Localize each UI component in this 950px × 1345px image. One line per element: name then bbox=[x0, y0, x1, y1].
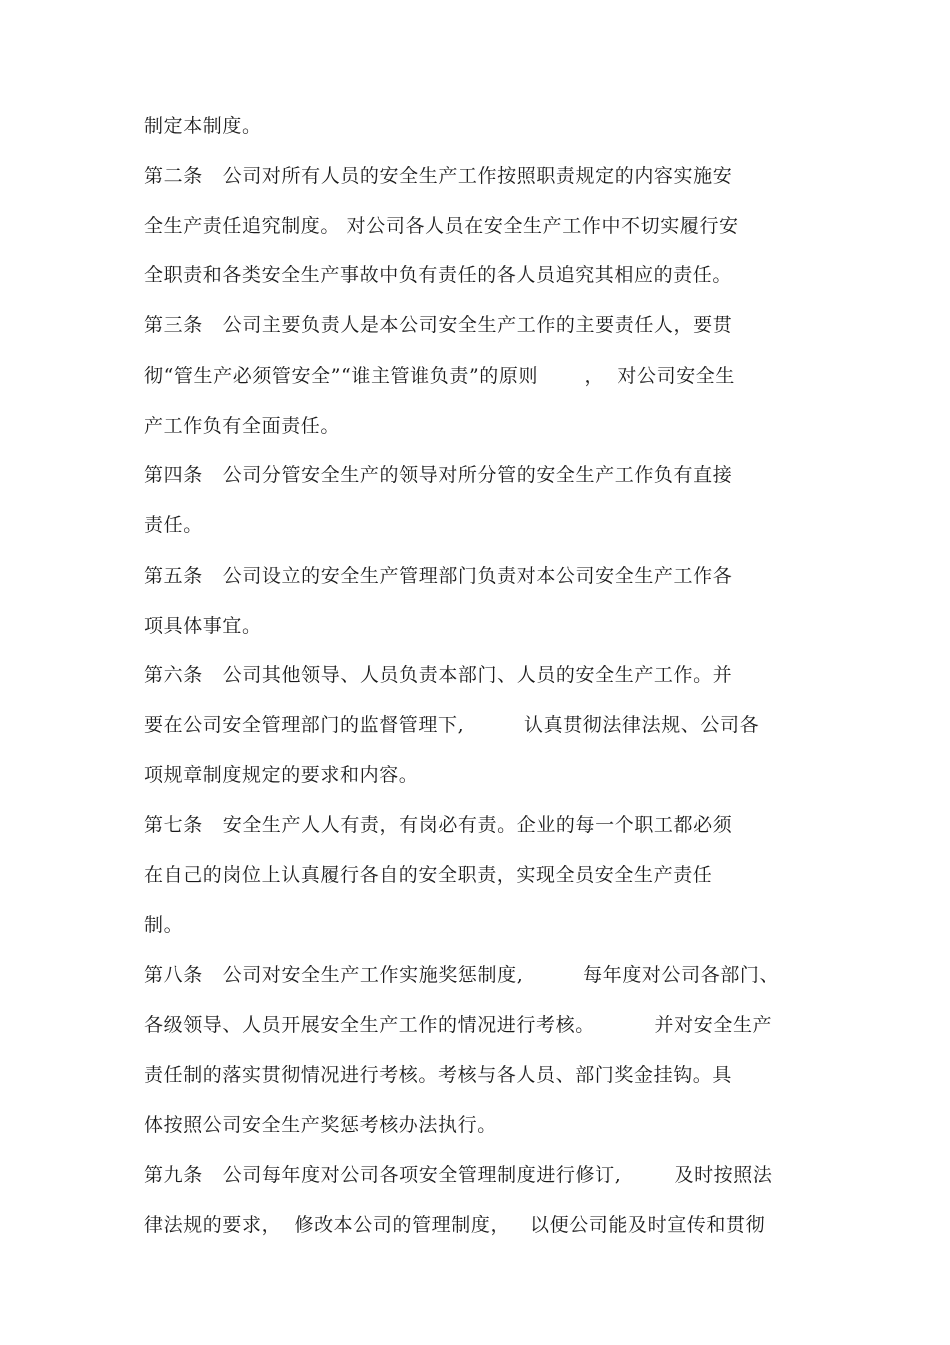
text-line: 彻“管生产必须管安全”“谁主管谁负责”的原则 ， 对公司安全生 bbox=[144, 365, 736, 387]
text-line: 各级领导、人员开展安全生产工作的情况进行考核。 并对安全生产 bbox=[144, 1014, 773, 1036]
text-line: 产工作负有全面责任。 bbox=[144, 415, 341, 437]
text-line: 责任。 bbox=[144, 514, 203, 536]
text-line: 第三条 公司主要负责人是本公司安全生产工作的主要责任人，要贯 bbox=[144, 314, 733, 336]
text-line: 全生产责任追究制度。 对公司各人员在安全生产工作中不切实履行安 bbox=[144, 215, 739, 237]
text-line: 第五条 公司设立的安全生产管理部门负责对本公司安全生产工作各 bbox=[144, 565, 733, 587]
text-line: 第九条 公司每年度对公司各项安全管理制度进行修订, 及时按照法 bbox=[144, 1164, 773, 1186]
text-line: 第七条 安全生产人人有责，有岗必有责。企业的每一个职工都必须 bbox=[144, 814, 733, 836]
text-line: 第二条 公司对所有人员的安全生产工作按照职责规定的内容实施安 bbox=[144, 165, 733, 187]
text-line: 在自己的岗位上认真履行各自的安全职责，实现全员安全生产责任 bbox=[144, 864, 713, 886]
text-line: 要在公司安全管理部门的监督管理下, 认真贯彻法律法规、公司各 bbox=[144, 714, 760, 736]
text-line: 制定本制度。 bbox=[144, 115, 262, 137]
text-line: 项具体事宜。 bbox=[144, 615, 262, 637]
text-line: 制。 bbox=[144, 914, 184, 936]
text-line: 律法规的要求， 修改本公司的管理制度， 以便公司能及时宣传和贯彻 bbox=[144, 1214, 766, 1236]
text-line: 第八条 公司对安全生产工作实施奖惩制度, 每年度对公司各部门、 bbox=[144, 964, 780, 986]
text-line: 第四条 公司分管安全生产的领导对所分管的安全生产工作负有直接 bbox=[144, 464, 733, 486]
text-line: 全职责和各类安全生产事故中负有责任的各人员追究其相应的责任。 bbox=[144, 264, 733, 286]
text-line: 体按照公司安全生产奖惩考核办法执行。 bbox=[144, 1114, 497, 1136]
text-line: 项规章制度规定的要求和内容。 bbox=[144, 764, 419, 786]
text-line: 责任制的落实贯彻情况进行考核。考核与各人员、部门奖金挂钩。具 bbox=[144, 1064, 733, 1086]
text-line: 第六条 公司其他领导、人员负责本部门、人员的安全生产工作。并 bbox=[144, 664, 733, 686]
